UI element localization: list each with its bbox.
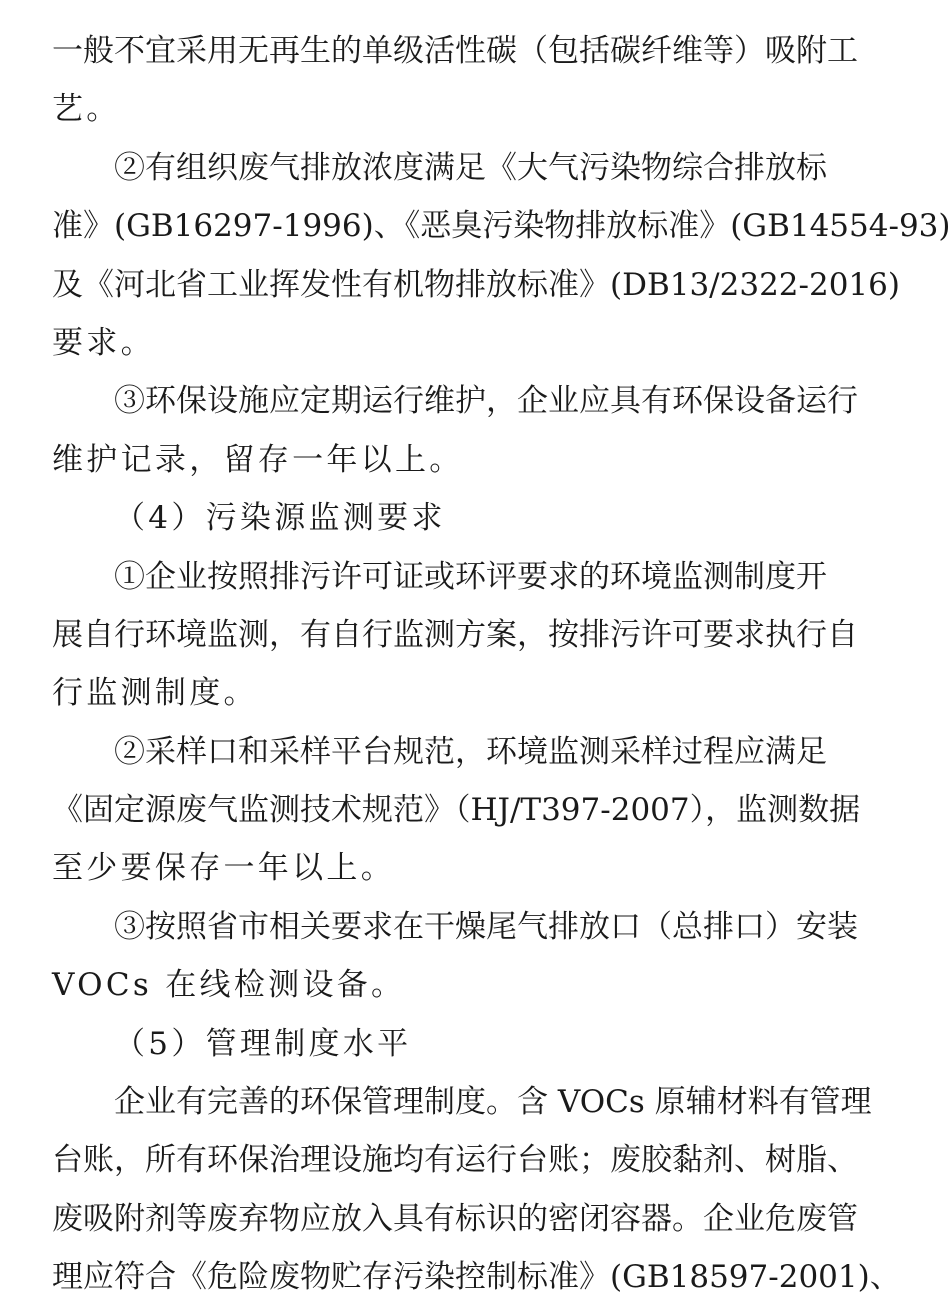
text-line: 艺。 [52,91,121,128]
text-line: ②采样口和采样平台规范，环境监测采样过程应满足 [114,733,827,770]
text-line: VOCs 在线检测设备。 [52,967,406,1004]
text-line: 至少要保存一年以上。 [52,850,395,887]
text-line: 维护记录，留存一年以上。 [52,441,464,478]
section-heading: （5）管理制度水平 [114,1025,412,1062]
text-line: 理应符合《危险废物贮存污染控制标准》(GB18597-2001)、 [52,1259,901,1296]
section-heading: （4）污染源监测要求 [114,500,446,537]
text-line: 展自行环境监测，有自行监测方案，按排污许可要求执行自 [52,616,858,653]
text-line: ②有组织废气排放浓度满足《大气污染物综合排放标 [114,149,827,186]
text-line: 要求。 [52,324,155,361]
text-line: 准》(GB16297-1996)、《恶臭污染物排放标准》(GB14554-93) [52,208,950,245]
text-line: 一般不宜采用无再生的单级活性碳（包括碳纤维等）吸附工 [52,33,858,69]
text-line: ③按照省市相关要求在干燥尾气排放口（总排口）安装 [114,908,858,945]
text-line: 企业有完善的环保管理制度。含 VOCs 原辅材料有管理 [114,1084,872,1121]
text-line: 台账，所有环保治理设施均有运行台账；废胶黏剂、树脂、 [52,1142,858,1179]
text-line: 废吸附剂等废弃物应放入具有标识的密闭容器。企业危废管 [52,1200,858,1237]
text-line: 《固定源废气监测技术规范》（HJ/T397-2007），监测数据 [52,792,861,829]
text-line: 行监测制度。 [52,675,258,712]
text-line: 及《河北省工业挥发性有机物排放标准》(DB13/2322-2016) [52,266,900,303]
text-line: ①企业按照排污许可证或环评要求的环境监测制度开 [114,558,827,595]
text-line: ③环保设施应定期运行维护，企业应具有环保设备运行 [114,383,858,420]
